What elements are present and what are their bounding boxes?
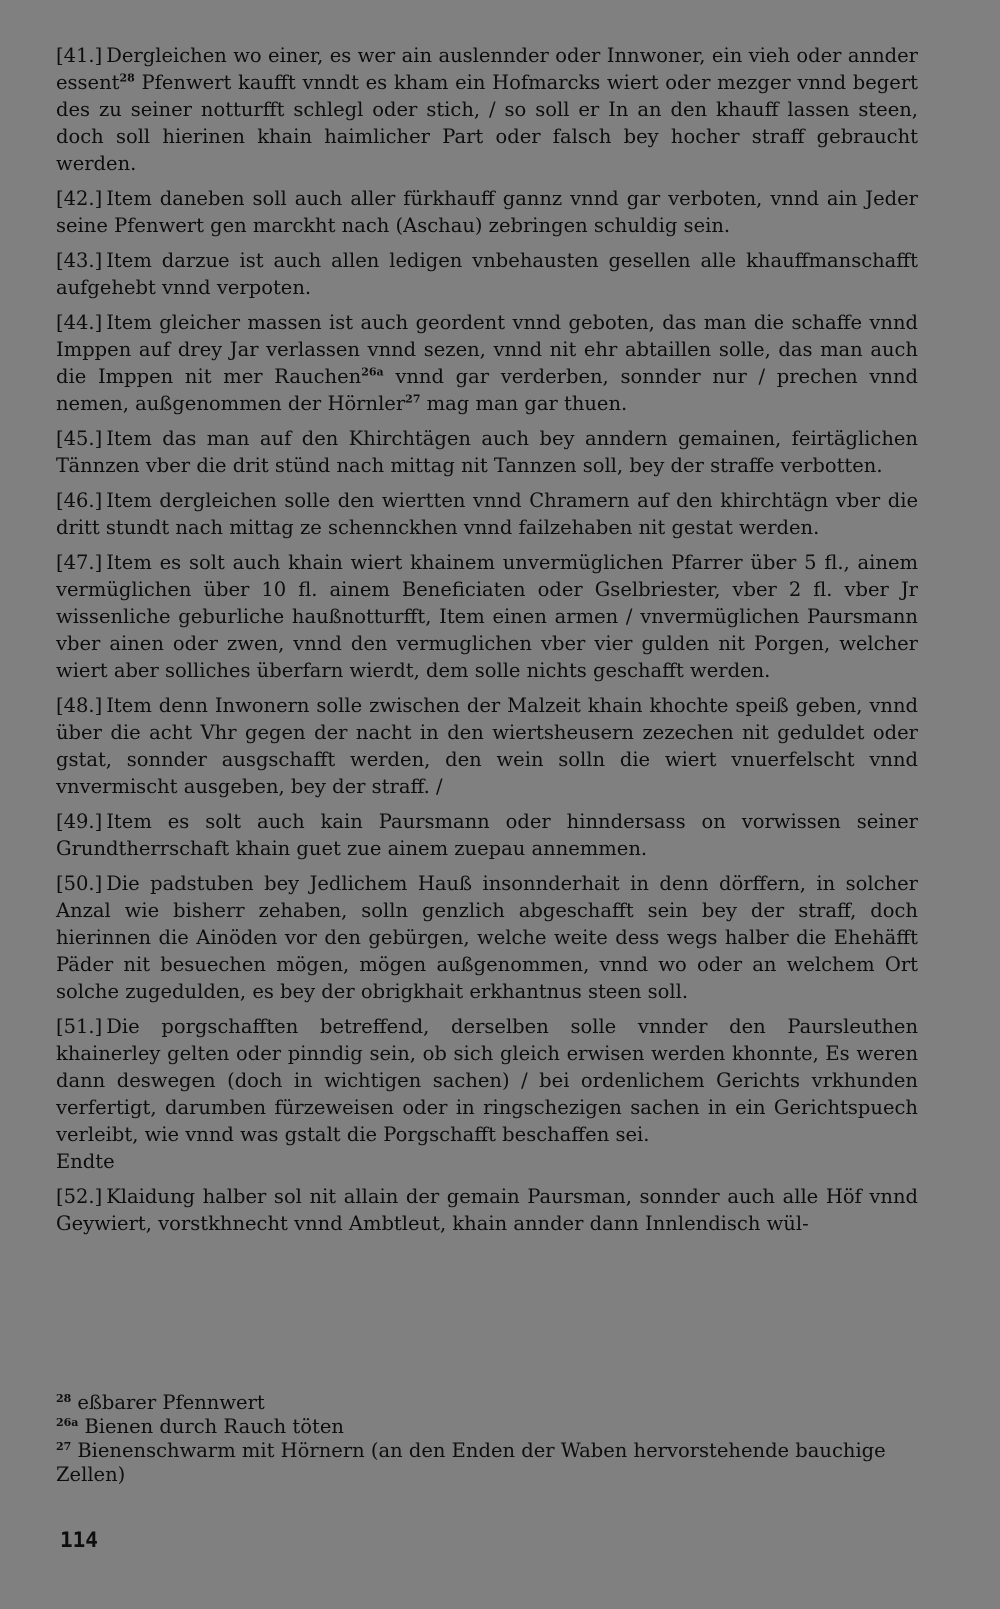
paragraph-text: Dergleichen wo einer, es wer ain auslennder oder Innwoner, ein vieh oder annder essent xyxy=(56,44,918,94)
footnote-28 xyxy=(56,1391,918,1415)
paragraph-44 xyxy=(56,309,918,417)
paragraph-45 xyxy=(56,425,918,479)
paragraph-number: [42.] xyxy=(56,187,103,210)
footnote-ref: 28 xyxy=(119,71,135,85)
paragraph-text: vnnd gar verderben, sonnder nur / prechen vnnd nemen, außgenommen der Hörnler xyxy=(56,365,918,415)
page-number: 114 xyxy=(60,1528,98,1552)
paragraph-number: [46.] xyxy=(56,489,103,512)
paragraph-number: [51.] xyxy=(56,1015,103,1038)
footnote-ref: 27 xyxy=(405,392,421,406)
paragraph-text: Die porgschafften betreffend, derselben solle vnnder den Paursleuthen khainerley gelten oder pinndig sein, ob sich gleich erwisen werden khonnte, Es weren dann deswegen (doch in wichtigen sachen) / bei ordenlichem Gerichts vrkhunden verfertigt, darumben fürzeweisen oder in ringschezigen sachen in ein Gerichtspuech verleibt, wie vnnd was gstalt die Porgschafft beschaffen sei. xyxy=(56,1015,918,1146)
paragraph-text: Item darzue ist auch allen ledigen vnbehausten gesellen alle khauffmanschafft aufgehebt vnnd verpoten. xyxy=(56,249,918,299)
paragraph-number: [48.] xyxy=(56,694,103,717)
paragraph-text: Item es solt auch khain wiert khainem unvermüglichen Pfarrer über 5 fl., ainem vermüglichen über 10 fl. ainem Beneficiaten oder Gselbriester, vber 2 fl. vber Jr wissenliche geburliche haußnotturfft, Item einen armen / vnvermüglichen Paursmann vber ainen oder zwen, vnnd den vermuglichen vber vier gulden nit Porgen, welcher wiert aber solliches überfarn wierdt, dem solle nichts geschafft werden. xyxy=(56,551,918,682)
paragraph-number: [47.] xyxy=(56,551,103,574)
paragraph-text: Item daneben soll auch aller fürkhauff gannz vnnd gar verboten, vnnd ain Jeder seine Pfenwert gen marckht nach (Aschau) zebringen schuldig sein. xyxy=(56,187,918,237)
paragraph-text: Item das man auf den Khirchtägen auch bey anndern gemainen, feirtäglichen Tännzen vber die drit stünd nach mittag nit Tannzen soll, bey der straffe verbotten. xyxy=(56,427,918,477)
paragraph-number: [49.] xyxy=(56,810,103,833)
paragraph-text: Klaidung halber sol nit allain der gemain Paursman, sonnder auch alle Höf vnnd Geywiert, vorstkhnecht vnnd Ambtleut, khain annder dann Innlendisch wül- xyxy=(56,1185,918,1235)
main-text xyxy=(56,42,918,1245)
footnote-text: Bienen durch Rauch töten xyxy=(84,1415,344,1438)
paragraph-text: Item denn Inwonern solle zwischen der Malzeit khain khochte speiß geben, vnnd über die acht Vhr gegen der nacht in den wiertsheusern zezechen nit geduldet oder gstat, sonnder ausgschafft werden, den wein solln die wiert vnuerfelscht vnnd vnvermischt ausgeben, bey der straff. / xyxy=(56,694,918,798)
footnote-mark: 27 xyxy=(56,1439,72,1453)
paragraph-text: Item dergleichen solle den wiertten vnnd Chramern auf den khirchtägn vber die dritt stundt nach mittag ze schennckhen vnnd failzehaben nit gestat werden. xyxy=(56,489,918,539)
paragraph-41 xyxy=(56,42,918,177)
paragraph-46 xyxy=(56,487,918,541)
paragraph-50 xyxy=(56,870,918,1005)
footnote-27 xyxy=(56,1439,918,1487)
paragraph-52 xyxy=(56,1183,918,1237)
paragraph-48 xyxy=(56,692,918,800)
paragraph-number: [41.] xyxy=(56,44,103,67)
paragraph-text: Pfenwert kaufft vnndt es kham ein Hofmarcks wiert oder mezger vnnd begert des zu seiner notturfft schlegl oder stich, / so soll er In an den khauff lassen steen, doch soll hierinen khain haimlicher Part oder falsch bey hocher straff gebraucht werden. xyxy=(56,71,918,175)
paragraph-43 xyxy=(56,247,918,301)
footnote-mark: 26a xyxy=(56,1415,79,1429)
endte-marker: Endte xyxy=(56,1150,115,1173)
paragraph-text: Die padstuben bey Jedlichem Hauß insonnderhait in denn dörffern, in solcher Anzal wie bisherr zehaben, solln genzlich abgeschafft sein bey der straff, doch hierinnen die Ainöden vor den gebürgen, welche weite dess wegs halber die Ehehäfft Päder nit besuechen mögen, mögen außgenommen, vnnd wo oder an welchem Ort solche zugedulden, es bey der obrigkhait erkhantnus steen soll. xyxy=(56,872,918,1003)
paragraph-42 xyxy=(56,185,918,239)
paragraph-number: [50.] xyxy=(56,872,103,895)
footnote-mark: 28 xyxy=(56,1391,72,1405)
paragraph-number: [43.] xyxy=(56,249,103,272)
paragraph-number: [45.] xyxy=(56,427,103,450)
footnote-ref: 26a xyxy=(361,365,384,379)
paragraph-text: mag man gar thuen. xyxy=(420,392,628,415)
footnotes xyxy=(56,1391,918,1487)
paragraph-49 xyxy=(56,808,918,862)
paragraph-number: [52.] xyxy=(56,1185,103,1208)
paragraph-number: [44.] xyxy=(56,311,103,334)
footnote-text: eßbarer Pfennwert xyxy=(77,1391,265,1414)
paragraph-text: Item es solt auch kain Paursmann oder hinndersass on vorwissen seiner Grundtherrschaft khain guet zue ainem zuepau annemmen. xyxy=(56,810,918,860)
paragraph-51 xyxy=(56,1013,918,1148)
paragraph-text: Item gleicher massen ist auch geordent vnnd geboten, das man die schaffe vnnd Imppen auf drey Jar verlassen vnnd sezen, vnnd nit ehr abtaillen solle, das man auch die Imppen nit mer Rauchen xyxy=(56,311,918,388)
paragraph-47 xyxy=(56,549,918,684)
footnote-text: Bienenschwarm mit Hörnern (an den Enden der Waben hervorstehende bauchige Zellen) xyxy=(56,1439,886,1486)
footnote-26a xyxy=(56,1415,918,1439)
